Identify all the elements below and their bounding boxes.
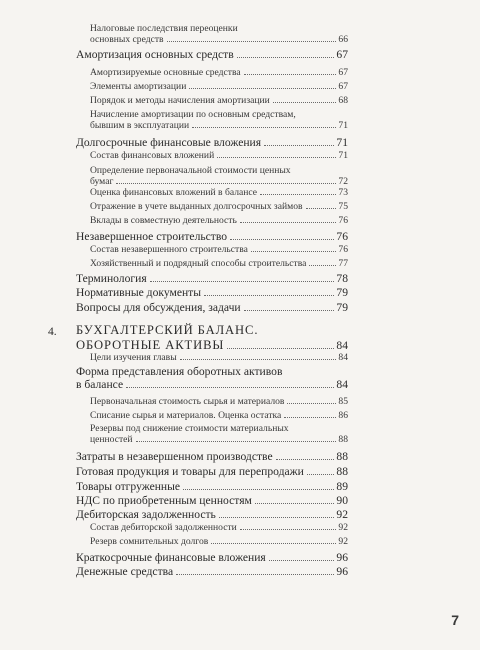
toc-entry-title: ценностей: [90, 434, 133, 446]
toc-entry-title: бывшим в эксплуатации: [90, 120, 190, 132]
toc-subsection-entry[interactable]: [90, 536, 348, 547]
toc-entry-page: 92: [336, 508, 348, 521]
toc-entry-title: Цели изучения главы: [90, 352, 177, 363]
toc-entry-title: Вклады в совместную деятельность: [90, 215, 237, 226]
toc-entry-page: 86: [338, 410, 348, 421]
toc-subsection-entry[interactable]: [90, 258, 348, 269]
toc-section-entry[interactable]: [76, 551, 348, 564]
toc-entry-page: 68: [338, 95, 348, 106]
toc-entry-title-line: Начисление амортизации по основным средствам,: [90, 109, 296, 120]
toc-entry-title: Состав дебиторской задолженности: [90, 522, 237, 533]
toc-entry-title: Резерв сомнительных долгов: [90, 536, 209, 547]
toc-subsection-entry[interactable]: [90, 244, 348, 255]
toc-entry-page: 88: [338, 434, 348, 446]
toc-entry-page: 76: [338, 244, 348, 255]
toc-entry-page: 66: [338, 34, 348, 46]
leader-dots: [237, 57, 335, 58]
toc-entry-page: 96: [336, 565, 348, 578]
toc-entry-title: основных средств: [90, 34, 164, 46]
toc-entry-page: 79: [336, 301, 348, 314]
toc-entry-title: НДС по приобретенным ценностям: [76, 494, 252, 507]
toc-entry-title: Хозяйственный и подрядный способы строительства: [90, 258, 307, 269]
toc-entry-title: Отражение в учете выданных долгосрочных займов: [90, 201, 303, 212]
toc-entry-page: 77: [338, 258, 348, 269]
leader-dots: [307, 474, 335, 475]
toc-entry-title: Амортизация основных средств: [76, 48, 234, 61]
chapter-title-line-1: БУХГАЛТЕРСКИЙ БАЛАНС.: [76, 323, 259, 337]
toc-section-entry[interactable]: [76, 450, 348, 463]
leader-dots: [276, 459, 335, 460]
leader-dots: [273, 102, 337, 103]
leader-dots: [244, 74, 337, 75]
toc-entry-title: Денежные средства: [76, 565, 174, 578]
toc-entry-title-line: Налоговые последствия переоценки: [90, 23, 238, 34]
toc-entry-title: Затраты в незавершенном производстве: [76, 450, 273, 463]
leader-dots: [309, 265, 336, 266]
toc-subsection-entry[interactable]: [90, 81, 348, 92]
leader-dots: [192, 127, 336, 128]
toc-entry-title: бумаг: [90, 176, 114, 188]
toc-entry-page: 75: [338, 201, 348, 212]
leader-dots: [136, 441, 337, 442]
toc-entry-title: Вопросы для обсуждения, задачи: [76, 301, 241, 314]
toc-entry-page: 76: [336, 230, 348, 243]
toc-entry-page: 71: [338, 150, 348, 161]
leader-dots: [255, 503, 335, 504]
toc-subsection-entry[interactable]: [90, 176, 348, 187]
toc-subsection-entry[interactable]: [90, 215, 348, 226]
toc-entry-page: 79: [336, 286, 348, 299]
toc-section-entry[interactable]: [76, 465, 348, 478]
leader-dots: [240, 222, 337, 223]
leader-dots: [150, 281, 335, 282]
toc-section-entry[interactable]: [76, 272, 348, 285]
toc-entry-title: Краткосрочные финансовые вложения: [76, 551, 266, 564]
toc-entry-title: Порядок и методы начисления амортизации: [90, 95, 270, 106]
toc-subsection-entry[interactable]: [90, 187, 348, 198]
toc-entry-page: 84: [336, 378, 348, 392]
toc-entry-page: 67: [336, 48, 348, 61]
toc-entry-page: 90: [336, 494, 348, 507]
toc-entry-page: 78: [336, 272, 348, 285]
toc-entry-page: 73: [338, 187, 348, 198]
leader-dots: [217, 157, 336, 158]
toc-subsection-entry[interactable]: [90, 150, 348, 161]
toc-subsection-entry[interactable]: [90, 120, 348, 131]
toc-entry-title: Дебиторская задолженность: [76, 508, 216, 521]
toc-subsection-entry[interactable]: [90, 201, 348, 212]
leader-dots: [264, 145, 334, 146]
leader-dots: [204, 295, 334, 296]
toc-entry-title-line: Резервы под снижение стоимости материальных: [90, 423, 289, 434]
leader-dots: [260, 194, 336, 195]
toc-entry-title: Элементы амортизации: [90, 81, 187, 92]
leader-dots: [189, 88, 336, 89]
toc-section-entry[interactable]: [76, 378, 348, 391]
toc-subsection-entry[interactable]: [90, 434, 348, 445]
page-number: 7: [451, 612, 459, 628]
toc-section-entry[interactable]: [76, 301, 348, 314]
toc-subsection-entry[interactable]: [90, 352, 348, 363]
leader-dots: [251, 251, 337, 252]
leader-dots: [167, 41, 337, 42]
toc-entry-title: Товары отгруженные: [76, 480, 181, 493]
toc-entry-title: Списание сырья и материалов. Оценка остатка: [90, 410, 282, 421]
toc-entry-page: 89: [336, 480, 348, 493]
toc-entry-page: 92: [338, 522, 348, 533]
leader-dots: [284, 417, 336, 418]
toc-entry-title-line: Определение первоначальной стоимости ценных: [90, 165, 291, 176]
toc-section-entry[interactable]: [76, 565, 348, 578]
toc-entry-page: 76: [338, 215, 348, 226]
toc-entry-title: Первоначальная стоимость сырья и материалов: [90, 396, 285, 407]
toc-subsection-entry[interactable]: [90, 410, 348, 421]
toc-entry-title: Состав финансовых вложений: [90, 150, 215, 161]
toc-subsection-entry[interactable]: [90, 34, 348, 45]
chapter-page: 84: [336, 339, 348, 353]
leader-dots: [176, 574, 334, 575]
leader-dots: [230, 239, 334, 240]
toc-entry-title: в балансе: [76, 378, 124, 392]
leader-dots: [180, 359, 337, 360]
toc-entry-title: Нормативные документы: [76, 286, 202, 299]
toc-subsection-entry[interactable]: [90, 95, 348, 106]
toc-section-entry[interactable]: [76, 508, 348, 521]
leader-dots: [287, 403, 336, 404]
toc-section-entry[interactable]: [76, 494, 348, 507]
chapter-title-line-2: ОБОРОТНЫЕ АКТИВЫ: [76, 338, 225, 352]
toc-section-entry[interactable]: [76, 230, 348, 243]
leader-dots: [183, 489, 334, 490]
leader-dots: [269, 560, 335, 561]
leader-dots: [306, 208, 337, 209]
toc-entry-page: 71: [338, 120, 348, 132]
toc-entry-title: Готовая продукция и товары для перепродажи: [76, 465, 304, 478]
toc-entry-page: 88: [336, 450, 348, 463]
toc-section-entry[interactable]: [76, 136, 348, 149]
toc-section-entry[interactable]: [76, 480, 348, 493]
leader-dots: [126, 387, 334, 388]
leader-dots: [244, 310, 335, 311]
toc-subsection-entry[interactable]: [90, 67, 348, 78]
leader-dots: [211, 543, 336, 544]
toc-subsection-entry[interactable]: [90, 396, 348, 407]
toc-entry-page: 92: [338, 536, 348, 547]
toc-entry-page: 85: [338, 396, 348, 407]
toc-entry-page: 84: [338, 352, 348, 363]
toc-entry-page: 72: [338, 176, 348, 188]
toc-entry-title-line: Форма представления оборотных активов: [76, 365, 283, 378]
chapter-number: 4.: [48, 325, 57, 338]
leader-dots: [219, 517, 335, 518]
toc-entry-title: Незавершенное строительство: [76, 230, 228, 243]
toc-entry-page: 88: [336, 465, 348, 478]
toc-entry-title: Амортизируемые основные средства: [90, 67, 241, 78]
toc-entry-title: Состав незавершенного строительства: [90, 244, 248, 255]
toc-entry-page: 96: [336, 551, 348, 564]
toc-entry-page: 67: [338, 67, 348, 78]
toc-section-entry[interactable]: [76, 286, 348, 299]
leader-dots: [240, 529, 337, 530]
toc-entry-page: 67: [338, 81, 348, 92]
toc-entry-title: Терминология: [76, 272, 147, 285]
leader-dots: [227, 348, 334, 349]
toc-entry-title: Оценка финансовых вложений в балансе: [90, 187, 258, 198]
leader-dots: [116, 183, 336, 184]
toc-entry-page: 71: [336, 136, 348, 149]
toc-entry-title: Долгосрочные финансовые вложения: [76, 136, 262, 149]
toc-subsection-entry[interactable]: [90, 522, 348, 533]
toc-section-entry[interactable]: [76, 48, 348, 61]
chapter-title-entry: [76, 338, 348, 352]
